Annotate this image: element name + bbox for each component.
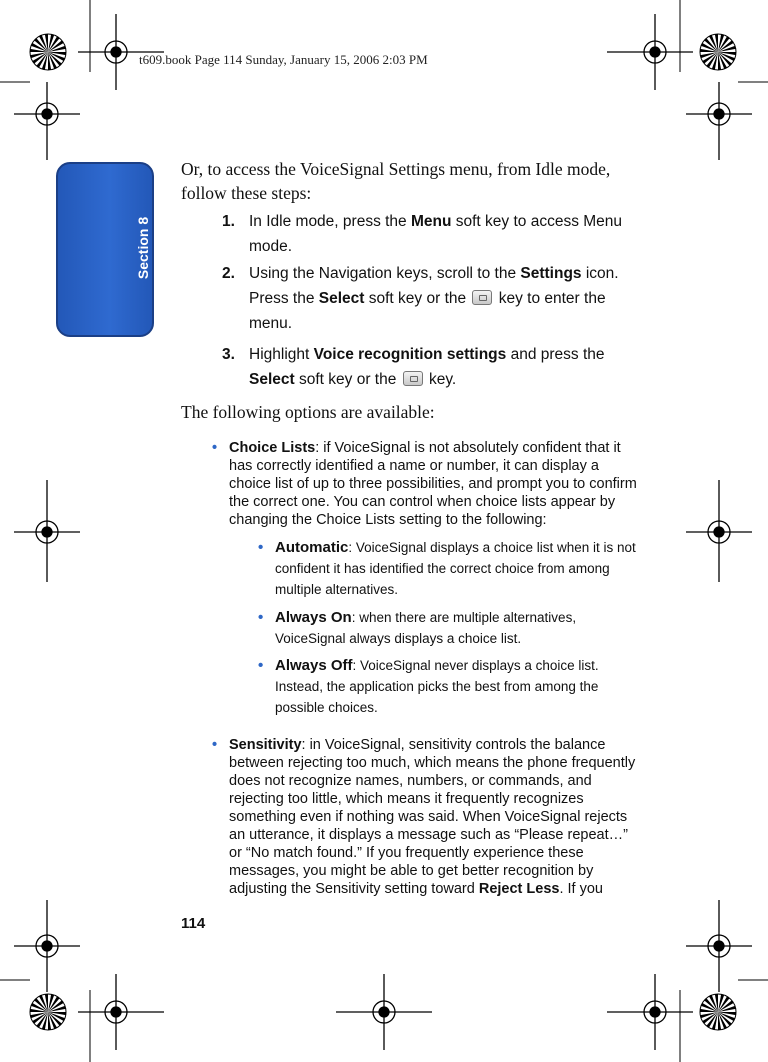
starburst-registration-icon	[700, 994, 736, 1030]
crosshair-registration-icon	[686, 82, 752, 160]
options-heading: The following options are available:	[181, 402, 435, 422]
suboption-always-off: • Always Off: VoiceSignal never displays a choice list. Instead, the application picks the best from among the possible choices.	[258, 657, 599, 715]
suboption-always-on: • Always On: when there are multiple alternatives, VoiceSignal always displays a choice list.	[258, 609, 577, 646]
starburst-registration-icon	[700, 34, 736, 70]
book-header-stamp: t609.book Page 114 Sunday, January 15, 2006 2:03 PM	[139, 52, 428, 67]
step-1: 1. In Idle mode, press the Menu soft key to access Menu mode.	[222, 209, 632, 259]
step-number: 3.	[222, 346, 235, 363]
step-number: 2.	[222, 265, 235, 282]
intro-paragraph: Or, to access the VoiceSignal Settings menu, from Idle mode, follow these steps:	[181, 159, 611, 203]
step-2: 2. Using the Navigation keys, scroll to the Settings icon. Press the Select soft key or the key to enter the menu.	[222, 261, 632, 336]
bullet-icon: •	[258, 539, 264, 556]
crosshair-registration-icon	[336, 974, 432, 1050]
option-sensitivity: • Sensitivity: in VoiceSignal, sensitivity controls the balance between rejecting too much, which means the phone frequently does not recognize names, numbers, or commands, and rejecting too little, which means it frequently recognizes something even if nothing was said. When VoiceSignal rejects an utterance, it displays a message such as “Please repeat…” or “No match found.” If you frequently experience these messages, you might be able to get better recognition by adjusting the Sensitivity setting toward Reject Less. If you	[212, 737, 636, 897]
bullet-icon: •	[258, 609, 264, 626]
crosshair-registration-icon	[14, 900, 80, 992]
suboption-automatic: • Automatic: VoiceSignal displays a choice list when it is not confident it has identified the correct choice from among multiple alternatives.	[258, 539, 636, 597]
crosshair-registration-icon	[78, 974, 164, 1050]
step-number: 1.	[222, 213, 235, 230]
starburst-registration-icon	[30, 34, 66, 70]
option-choice-lists: • Choice Lists: if VoiceSignal is not absolutely confident that it has correctly identified a name or number, it can display a choice list of up to three possibilities, and prompt you to confirm the correct one. You can control when choice lists appear by changing the Choice Lists setting to the following:	[212, 440, 637, 528]
ok-key-icon	[472, 290, 492, 305]
bullet-icon: •	[212, 737, 218, 753]
crosshair-registration-icon	[686, 480, 752, 582]
step-3: 3. Highlight Voice recognition settings and press the Select soft key or the key.	[222, 342, 632, 392]
crosshair-registration-icon	[14, 82, 80, 160]
bullet-icon: •	[258, 657, 264, 674]
bullet-icon: •	[212, 440, 218, 456]
starburst-registration-icon	[30, 994, 66, 1030]
ok-key-icon	[403, 371, 423, 386]
section-tab-label: Section 8	[135, 216, 151, 280]
crosshair-registration-icon	[14, 480, 80, 582]
page-number: 114	[181, 915, 206, 932]
crosshair-registration-icon	[686, 900, 752, 992]
